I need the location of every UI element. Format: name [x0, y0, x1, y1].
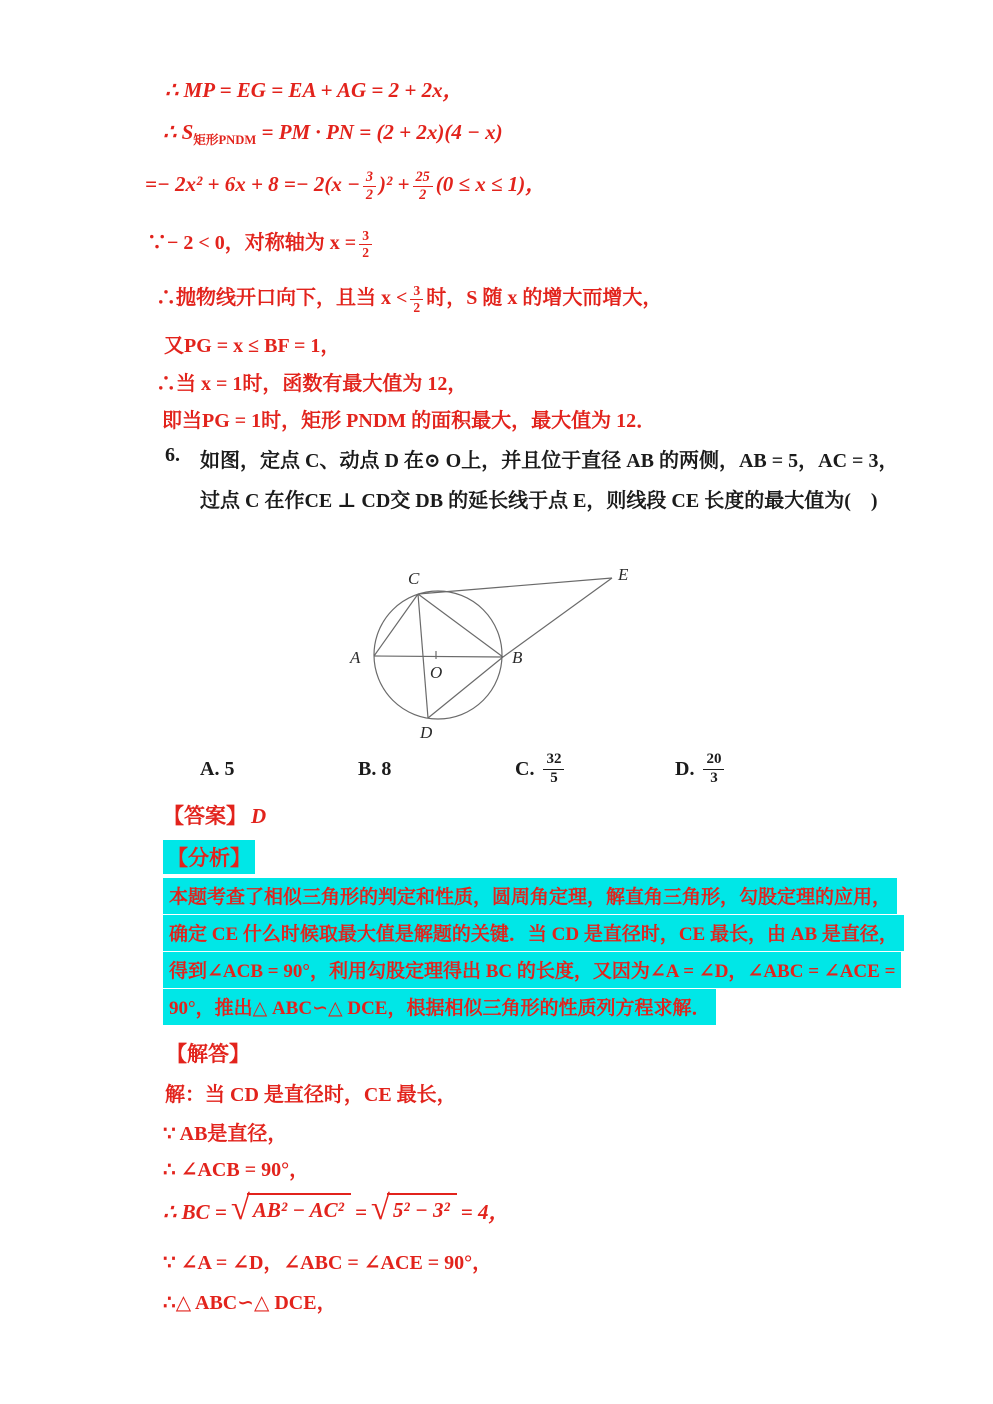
- segment-CE: [418, 578, 612, 594]
- label-E: E: [618, 565, 629, 584]
- label-C: C: [408, 569, 420, 588]
- fraction-numerator: 3: [363, 169, 376, 186]
- choice-D-fraction: [703, 751, 724, 787]
- formula-line-2-pre: ∴ S: [163, 120, 194, 144]
- circle-figure-svg: [320, 548, 660, 746]
- segment-AB: [374, 656, 503, 657]
- analysis-header-highlight: 【分析】: [163, 840, 255, 874]
- label-O: O: [430, 663, 443, 682]
- solution-line-1: 解：当 CD 是直径时，CE 最长，: [165, 1084, 457, 1106]
- choice-C: [515, 747, 567, 791]
- fraction-denominator: 5: [550, 769, 558, 786]
- radical-icon: √: [230, 1189, 250, 1227]
- formula-line-5-seg2: 时，S 随 x 的增大而增大，: [426, 287, 663, 309]
- formula-line-5-seg1: ∴抛物线开口向下，且当 x <: [156, 287, 408, 309]
- rect-subscript: 矩形PNDM: [193, 133, 257, 147]
- formula-line-5: [156, 281, 662, 316]
- fraction-25-2: [413, 169, 433, 203]
- fraction-numerator: 20: [703, 751, 724, 769]
- sqrt-52-32: [370, 1189, 457, 1227]
- formula-line-7: ∴当 x = 1时，函数有最大值为 12，: [156, 373, 468, 395]
- analysis-line-highlight: 得到∠ACB = 90°，利用勾股定理得出 BC 的长度，又因为∠A = ∠D，∠ABC = ∠ACE =: [163, 952, 901, 988]
- radicand: AB² − AC²: [247, 1193, 351, 1223]
- circle-O: [374, 591, 502, 719]
- segment-CB: [418, 594, 503, 657]
- formula-line-3: [145, 168, 546, 203]
- solution-line-4-seg3: = 4，: [460, 1200, 510, 1224]
- circle-figure: [320, 548, 660, 746]
- formula-line-2-post: = PM · PN = (2 + 2x)(4 − x): [256, 120, 503, 144]
- fraction-denominator: 3: [710, 769, 718, 786]
- formula-line-3-seg3: (0 ≤ x ≤ 1)，: [435, 172, 547, 196]
- solution-line-4-seg1: ∴ BC =: [163, 1200, 227, 1224]
- choice-B: B. 8: [358, 758, 392, 780]
- answer-value: D: [251, 804, 267, 828]
- fraction-3-2: [363, 169, 376, 203]
- analysis-line-4: [163, 989, 716, 1025]
- formula-line-1: ∴ MP = EG = EA + AG = 2 + 2x，: [165, 78, 464, 102]
- solution-line-2: ∵ AB是直径，: [163, 1123, 288, 1145]
- formula-line-8: 即当PG = 1时，矩形 PNDM 的面积最大，最大值为 12．: [162, 410, 657, 432]
- formula-line-4: [147, 226, 375, 261]
- answer-line: [163, 800, 266, 830]
- analysis-line-3: [163, 952, 901, 988]
- fraction-denominator: 2: [419, 186, 427, 203]
- radical-icon: √: [370, 1189, 390, 1227]
- fraction-denominator: 2: [362, 244, 369, 260]
- solution-line-6: ∴△ ABC∽△ DCE，: [163, 1292, 337, 1314]
- analysis-line-highlight: 本题考查了相似三角形的判定和性质，圆周角定理，解直角三角形，勾股定理的应用，: [163, 878, 897, 914]
- formula-line-4-seg1: ∵− 2 < 0，对称轴为 x =: [147, 232, 357, 254]
- solution-line-3: ∴ ∠ACB = 90°，: [163, 1159, 310, 1181]
- radicand: 5² − 3²: [387, 1193, 457, 1223]
- formula-line-6: 又PG = x ≤ BF = 1，: [164, 335, 341, 357]
- fraction-numerator: 32: [543, 751, 564, 769]
- analysis-header: [163, 840, 255, 874]
- formula-line-3-seg1: =− 2x² + 6x + 8 =− 2(x −: [145, 172, 360, 196]
- solution-header: 【解答】: [166, 1042, 250, 1066]
- fraction-numerator: 25: [413, 169, 433, 186]
- analysis-line-highlight: 确定 CE 什么时候取最大值是解题的关键．当 CD 是直径时，CE 最长，由 AB 是直径，: [163, 915, 904, 951]
- choice-A: A. 5: [200, 758, 235, 780]
- analysis-line-1: [163, 878, 897, 914]
- formula-line-3-seg2: )² +: [378, 172, 410, 196]
- analysis-line-2: [163, 915, 904, 951]
- choice-D-label: D.: [675, 757, 695, 780]
- label-A: A: [350, 648, 361, 667]
- segment-BE: [503, 578, 612, 657]
- fraction-denominator: 2: [413, 299, 421, 315]
- question-text-line-2: 过点 C 在作CE ⊥ CD交 DB 的延长线于点 E，则线段 CE 长度的最大值为( ): [200, 490, 878, 512]
- solution-line-5: ∵ ∠A = ∠D，∠ABC = ∠ACE = 90°，: [163, 1252, 493, 1274]
- segment-AC: [374, 594, 418, 656]
- label-D: D: [420, 723, 433, 742]
- fraction-numerator: 3: [359, 228, 372, 245]
- solution-line-4-seg2: =: [354, 1200, 367, 1224]
- fraction-3-2: [359, 228, 372, 260]
- fraction-3-2: [410, 283, 423, 315]
- answer-header: 【答案】: [163, 804, 247, 828]
- formula-line-2: [163, 120, 503, 148]
- fraction-numerator: 3: [410, 283, 423, 300]
- choice-C-fraction: [543, 751, 564, 787]
- fraction-denominator: 2: [365, 186, 373, 203]
- question-number: 6.: [165, 444, 180, 466]
- analysis-line-highlight: 90°，推出△ ABC∽△ DCE，根据相似三角形的性质列方程求解．: [163, 989, 716, 1025]
- choice-D: [675, 747, 727, 791]
- choice-C-label: C.: [515, 757, 535, 780]
- solution-line-4: [163, 1189, 510, 1227]
- question-text-line-1: 如图，定点 C、动点 D 在⊙ O上，并且位于直径 AB 的两侧，AB = 5，AC = 3，: [200, 450, 899, 472]
- sqrt-AB2-AC2: [230, 1189, 351, 1227]
- label-B: B: [512, 648, 523, 667]
